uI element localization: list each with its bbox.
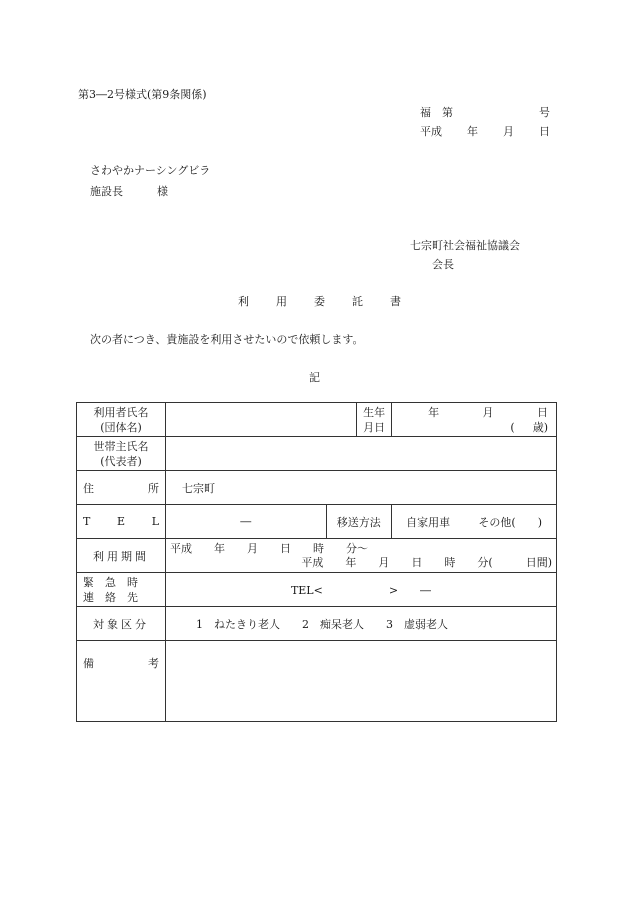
- table-row: [77, 471, 557, 505]
- address-field[interactable]: 七宗町: [166, 471, 557, 505]
- category-option[interactable]: 2 痴呆老人: [302, 617, 364, 631]
- table-row: [77, 403, 557, 437]
- issue-year: 年: [467, 125, 478, 138]
- category-label: 対象区分: [77, 607, 166, 641]
- table-row: [77, 607, 557, 641]
- remarks-label: 備 考: [77, 641, 166, 722]
- category-option[interactable]: 3 虚弱老人: [386, 617, 448, 631]
- birth-field[interactable]: 年 月 日 ( 歳): [392, 403, 557, 437]
- emergency-field[interactable]: TEL< > ―: [166, 573, 557, 607]
- tel-field[interactable]: ―: [166, 505, 327, 539]
- table-row: [77, 539, 557, 573]
- address-label: 住 所: [77, 471, 166, 505]
- birth-label: 生年 月日: [357, 403, 392, 437]
- transport-field[interactable]: 自家用車 その他( ): [392, 505, 557, 539]
- emergency-label: 緊 急 時 連 絡 先: [77, 573, 166, 607]
- title-char: 用: [276, 295, 287, 308]
- document-title: [238, 293, 401, 309]
- title-char: 利: [238, 295, 249, 308]
- form-number: 第3―2号様式(第9条関係): [78, 88, 207, 101]
- title-char: 書: [390, 295, 401, 308]
- title-char: 託: [352, 295, 363, 308]
- issue-month: 月: [503, 125, 514, 138]
- addressee-facility: さわやかナーシングビラ: [90, 164, 211, 177]
- table-row: [77, 437, 557, 471]
- ki-heading: 記: [309, 371, 320, 384]
- addressee-honorific: 様: [157, 185, 168, 198]
- table-row: [77, 505, 557, 539]
- request-form-table: [76, 402, 557, 722]
- transport-label: 移送方法: [326, 505, 392, 539]
- householder-field[interactable]: [166, 437, 557, 471]
- sender-org: 七宗町社会福祉協議会: [410, 239, 520, 252]
- user-name-field[interactable]: [166, 403, 357, 437]
- addressee: [90, 160, 210, 202]
- user-name-label: 利用者氏名 (団体名): [77, 403, 166, 437]
- category-field[interactable]: [166, 607, 557, 641]
- period-label: 利用期間: [77, 539, 166, 573]
- category-option[interactable]: 1 ねたきり老人: [196, 617, 280, 631]
- addressee-head: 施設長: [90, 185, 123, 198]
- householder-label: 世帯主氏名 (代表者): [77, 437, 166, 471]
- issue-era: 平成: [420, 125, 442, 138]
- issue-info: [420, 104, 550, 142]
- issue-number-prefix: 福 第: [420, 106, 453, 119]
- period-field[interactable]: 平成 年 月 日 時 分～ 平成 年 月 日 時 分( 日間): [166, 539, 557, 573]
- table-row: [77, 641, 557, 722]
- table-row: [77, 573, 557, 607]
- tel-label: T E L: [77, 505, 166, 539]
- issue-day: 日: [539, 125, 550, 138]
- issue-number-suffix: 号: [539, 106, 550, 119]
- sender: [410, 236, 520, 274]
- sender-title: 会長: [432, 258, 454, 271]
- remarks-field[interactable]: [166, 641, 557, 722]
- title-char: 委: [314, 295, 325, 308]
- body-text: 次の者につき、貴施設を利用させたいので依頼します。: [90, 333, 364, 346]
